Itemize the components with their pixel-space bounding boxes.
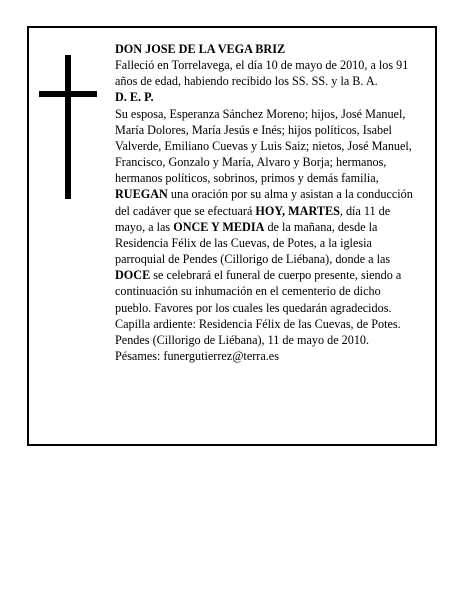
obituary-notice — [27, 26, 437, 446]
condolences-email: Pésames: funergutierrez@terra.es — [115, 348, 279, 363]
family-list: Su esposa, Esperanza Sánchez Moreno; hijos, José Manuel, María Dolores, María Jesús e Inés; hijos políticos, Isabel Valverde, Emiliano Cuevas y Luis Saiz; nietos, José Manuel, Francisco, Gonzalo y María, Alvaro y Borja; hermanos, hermanos políticos, sobrinos, primos y demás familia, — [115, 106, 412, 186]
notice-text — [115, 41, 419, 364]
rest-in-peace-heading: D. E. P. — [115, 90, 154, 105]
death-details: Falleció en Torrelavega, el día 10 de mayo de 2010, a los 91 años de edad, habiendo recibido los SS. SS. y la B. A. — [115, 58, 409, 89]
cross-horizontal-bar — [39, 91, 97, 97]
latin-cross-icon — [39, 55, 97, 199]
request-text-2: , día 11 de mayo, a las — [115, 203, 391, 234]
hoy-martes-text: HOY, MARTES — [255, 203, 340, 218]
once-y-media-text: ONCE Y MEDIA — [173, 219, 265, 234]
ruegan-text: RUEGAN — [115, 187, 168, 202]
cross-vertical-bar — [65, 55, 71, 199]
deceased-name: DON JOSE DE LA VEGA BRIZ — [115, 42, 286, 56]
place-and-date: Pendes (Cillorigo de Liébana), 11 de mayo de 2010. — [115, 332, 370, 347]
request-text-4: se celebrará el funeral de cuerpo presente, siendo a continuación su inhumación en el cementerio de dicho pueblo. Favores por los cuales les quedarán agradecidos. Capilla ardiente: Residencia Félix de las Cuevas, de Potes. — [115, 268, 402, 331]
funeral-request — [115, 186, 419, 331]
request-text-3: de la mañana, desde la Residencia Félix de las Cuevas, de Potes, a la iglesia parroquial de Pendes (Cillorigo de Liébana), donde a las — [115, 219, 391, 267]
doce-text: DOCE — [115, 268, 151, 283]
request-text-1: una oración por su alma y asistan a la conducción del cadáver que se efectuará — [115, 187, 413, 218]
